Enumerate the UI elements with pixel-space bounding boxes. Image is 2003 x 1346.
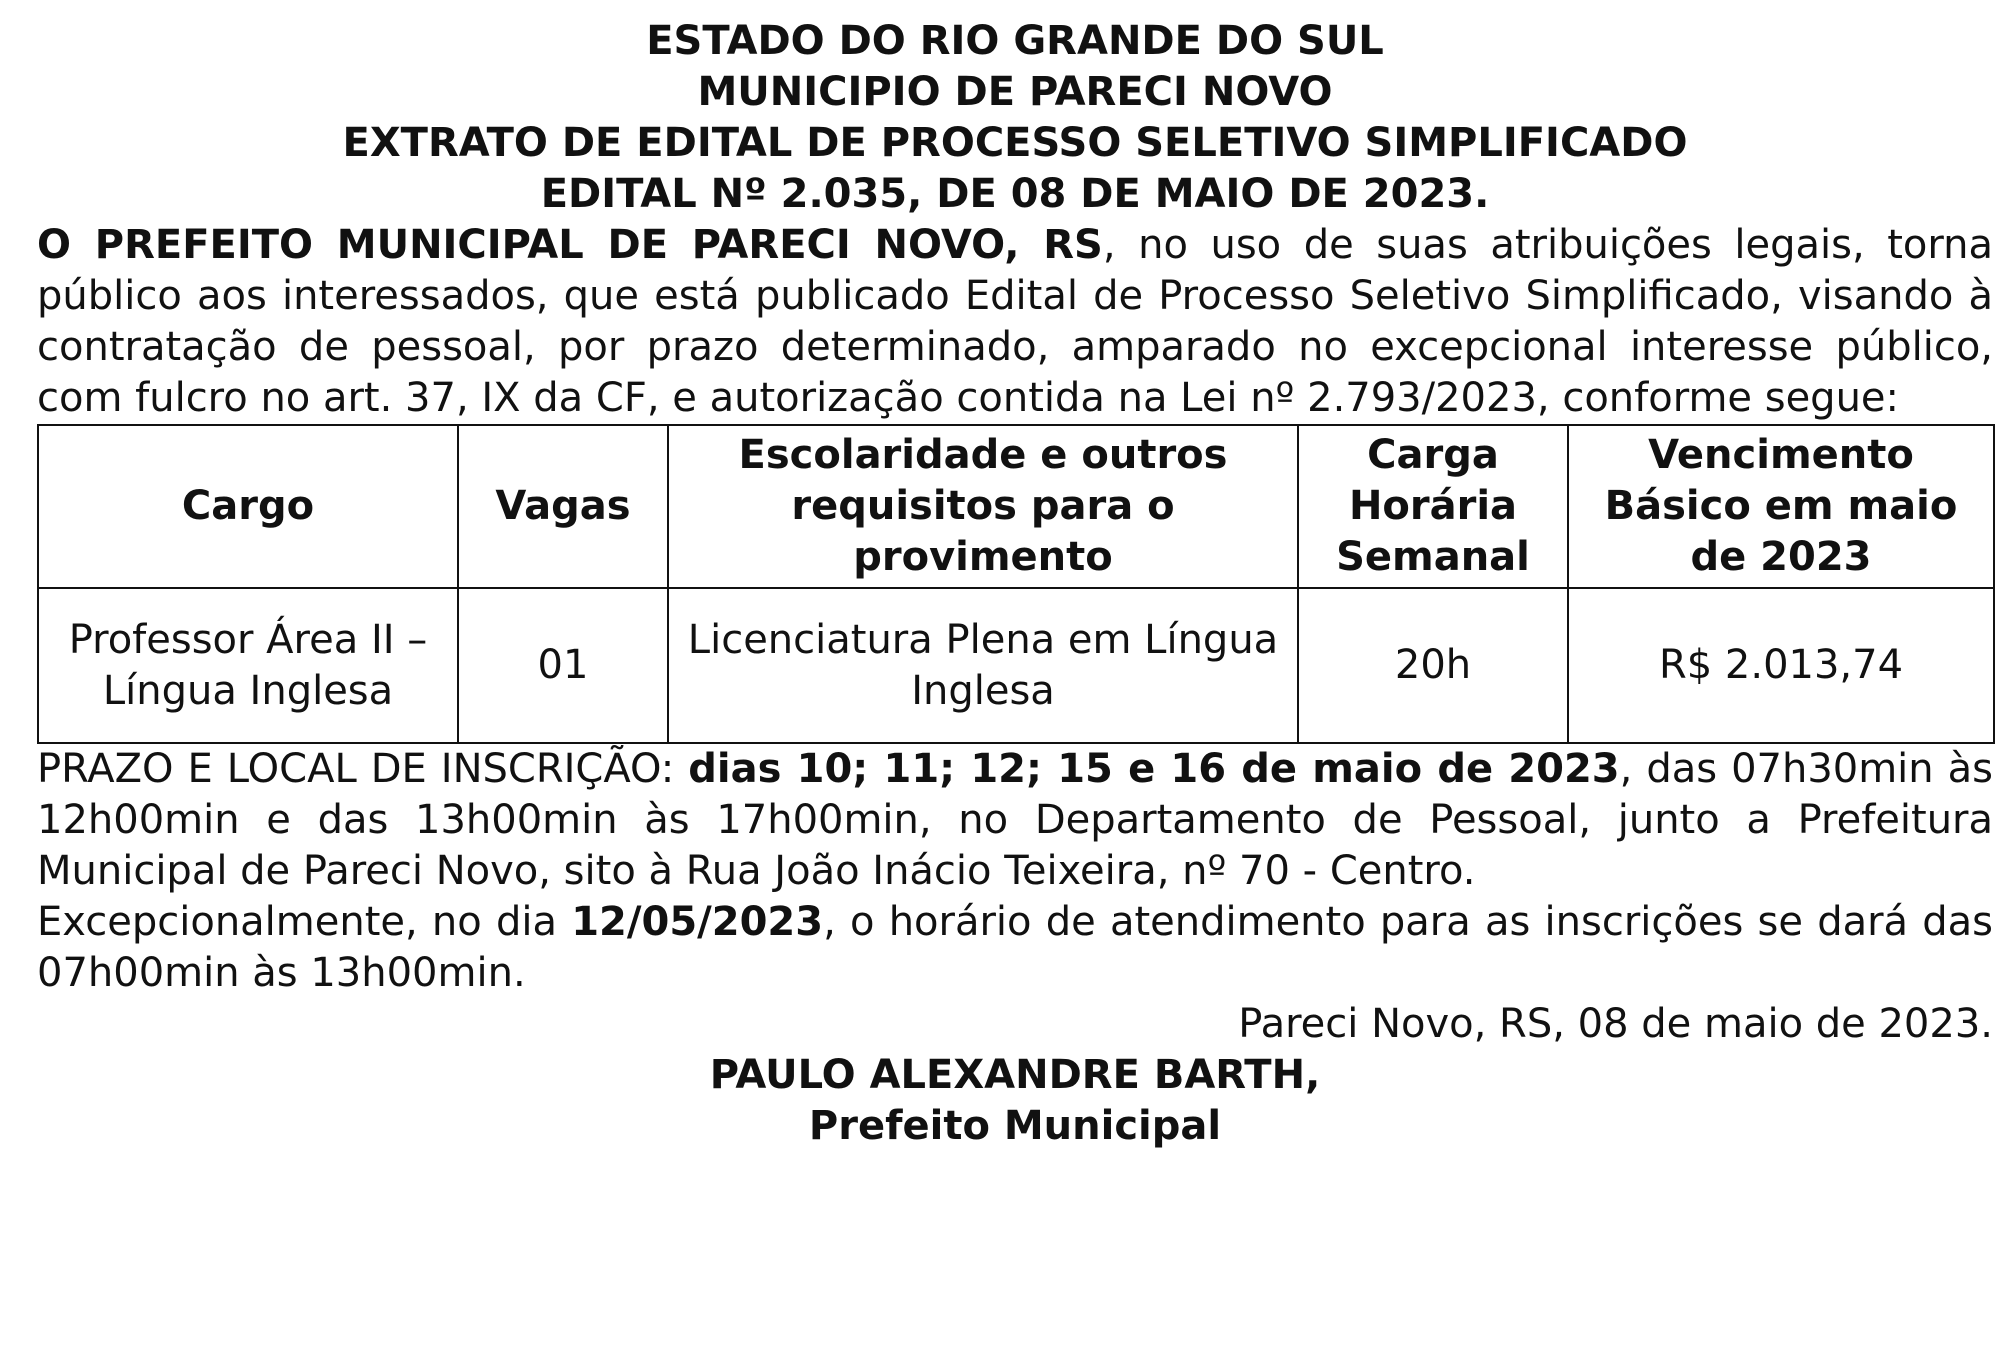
cell-carga-horaria: 20h (1298, 588, 1568, 743)
cell-escolaridade: Licenciatura Plena em Língua Inglesa (668, 588, 1298, 743)
header-cargo: Cargo (38, 425, 458, 588)
header-extract-title: EXTRATO DE EDITAL DE PROCESSO SELETIVO SIMPLIFICADO (342, 120, 1688, 166)
prazo-lead: PRAZO E LOCAL DE INSCRIÇÃO: (37, 746, 689, 792)
dateline: Pareci Novo, RS, 08 de maio de 2023. (1238, 1001, 1993, 1047)
header-municipality: MUNICIPIO DE PARECI NOVO (697, 69, 1333, 115)
cell-vencimento: R$ 2.013,74 (1568, 588, 1994, 743)
exception-lead: Excepcionalmente, no dia (37, 899, 572, 945)
signatory-name: PAULO ALEXANDRE BARTH, (709, 1052, 1321, 1098)
intro-text: , no uso de suas atribuições legais, torna público aos interessados, que está publicado Edital de Processo Seletivo Simplificado, visando à contratação de pessoal, por prazo determinado, amparado no excepcional interesse público, com fulcro no art. 37, IX da CF, e autorização contida na Lei nº 2.793/2023, conforme segue: (37, 222, 1994, 421)
cell-vagas: 01 (458, 588, 668, 743)
document-page (37, 0, 1993, 1152)
exception-text: , o horário de atendimento para as inscrições se dará das 07h00min às 13h00min. (37, 899, 1994, 996)
intro-paragraph (37, 220, 1993, 424)
table-row (38, 588, 1994, 743)
signatory-role: Prefeito Municipal (808, 1103, 1222, 1149)
table-header-row (38, 425, 1994, 588)
header-state: ESTADO DO RIO GRANDE DO SUL (646, 18, 1384, 64)
header-edital-number: EDITAL Nº 2.035, DE 08 DE MAIO DE 2023. (540, 171, 1490, 217)
prazo-paragraph (37, 744, 1993, 897)
intro-bold: O PREFEITO MUNICIPAL DE PARECI NOVO, RS (37, 222, 1103, 268)
prazo-dates: dias 10; 11; 12; 15 e 16 de maio de 2023 (688, 746, 1620, 792)
header-vencimento: Vencimento Básico em maio de 2023 (1568, 425, 1994, 588)
prazo-text: , das 07h30min às 12h00min e das 13h00min às 17h00min, no Departamento de Pessoal, junto a Prefeitura Municipal de Pareci Novo, sito à Rua João Inácio Teixeira, nº 70 - Centro. (37, 746, 1993, 894)
exception-date: 12/05/2023 (571, 899, 824, 945)
header-carga-horaria: Carga Horária Semanal (1298, 425, 1568, 588)
header-escolaridade: Escolaridade e outros requisitos para o provimento (668, 425, 1298, 588)
exception-paragraph (37, 897, 1993, 999)
cell-cargo: Professor Área II – Língua Inglesa (38, 588, 458, 743)
positions-table (37, 424, 1995, 744)
header-vagas: Vagas (458, 425, 668, 588)
